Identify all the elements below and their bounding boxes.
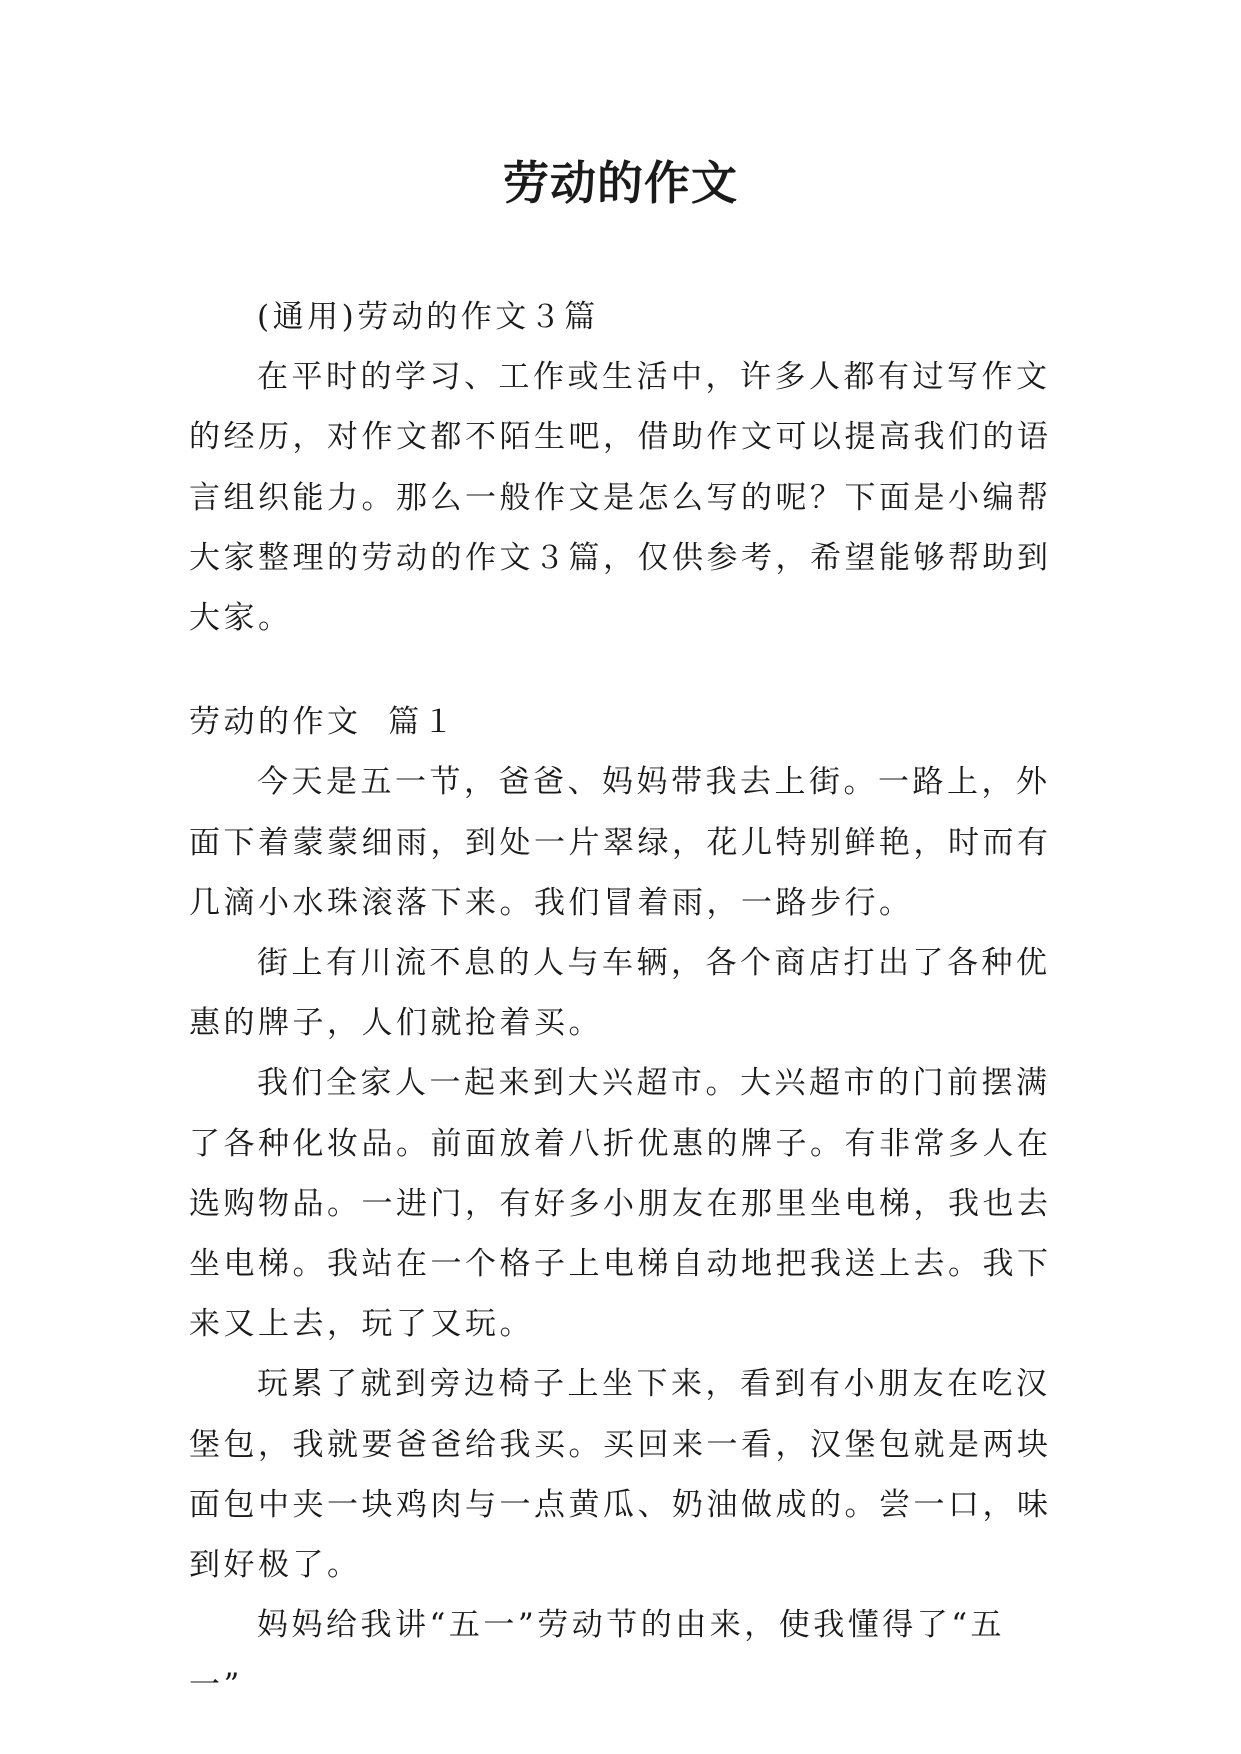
section-paragraph: 街上有川流不息的人与车辆，各个商店打出了各种优惠的牌子，人们就抢着买。 [189,945,1051,1042]
section-paragraph: 我们全家人一起来到大兴超市。大兴超市的门前摆满了各种化妆品。前面放着八折优惠的牌子。有非常多人在选购物品。一进门，有好多小朋友在那里坐电梯，我也去坐电梯。我站在一个格子上电梯自动地把我送上去。我下来又上去，玩了又玩。 [189,1065,1052,1343]
section-heading: 劳动的作文 篇１ [189,704,458,741]
document-title: 劳动的作文 [503,156,738,210]
document-body [189,287,1053,1716]
section-paragraph: 今天是五一节，爸爸、妈妈带我去上街。一路上，外面下着蒙蒙细雨，到处一片翠绿，花儿特别鲜艳，时而有几滴小水珠滚落下来。我们冒着雨，一路步行。 [189,764,1052,921]
intro-paragraph: 在平时的学习、工作或生活中，许多人都有过写作文的经历，对作文都不陌生吧，借助作文可以提高我们的语言组织能力。那么一般作文是怎么写的呢？下面是小编帮大家整理的劳动的作文３篇，仅供参考，希望能够帮助到大家。 [189,359,1052,637]
section-paragraph: 玩累了就到旁边椅子上坐下来，看到有小朋友在吃汉堡包，我就要爸爸给我买。买回来一看，汉堡包就是两块面包中夹一块鸡肉与一点黄瓜、奶油做成的。尝一口，味到好极了。 [189,1366,1052,1584]
section-spacer [189,648,1053,692]
document-subtitle: (通用)劳动的作文３篇 [257,299,599,335]
section-paragraph: 妈妈给我讲“五一”劳动节的由来，使我懂得了“五一” [189,1607,1006,1704]
